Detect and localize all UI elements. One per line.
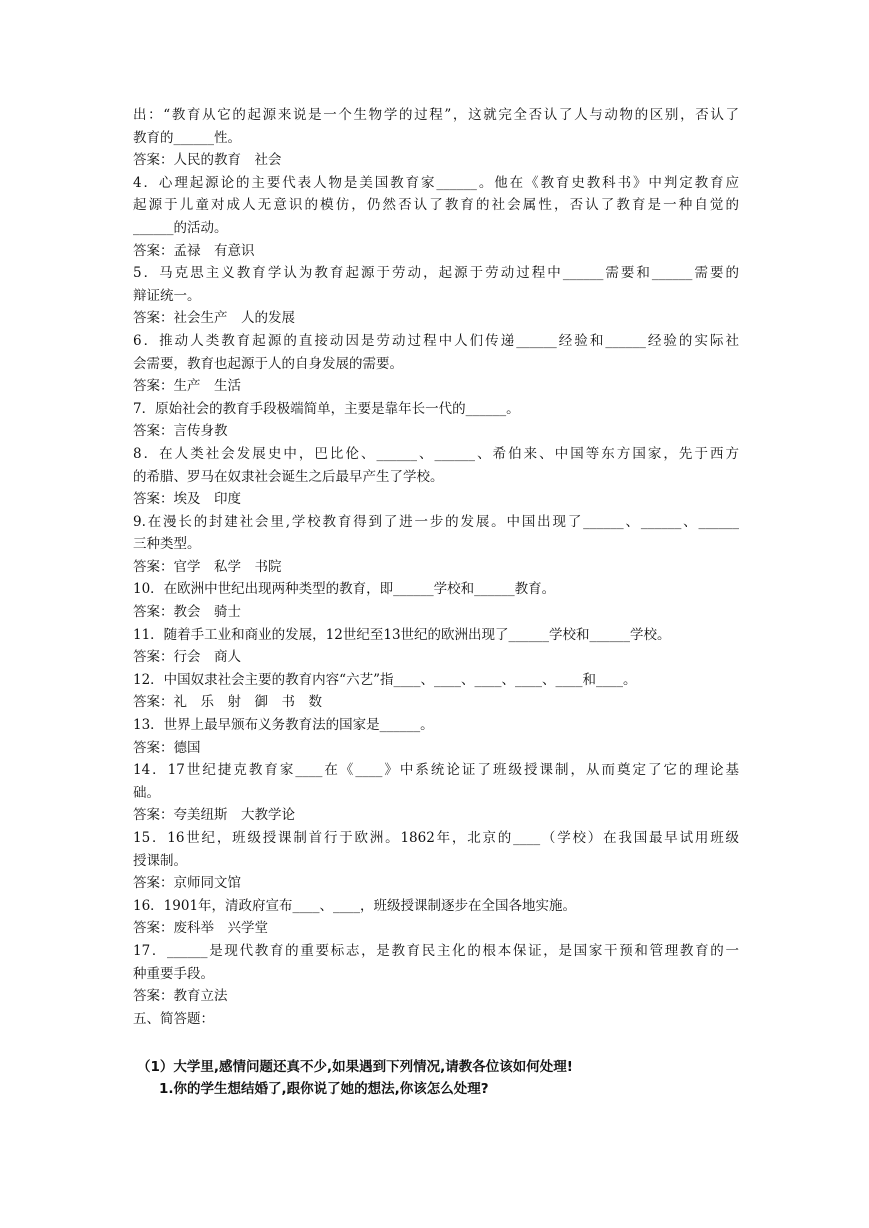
- answer-line: 答案：言传身教: [133, 423, 228, 440]
- answer-line: 答案：夸美纽斯 大教学论: [133, 807, 295, 824]
- answer-line: 答案：孟禄 有意识: [133, 242, 255, 259]
- question-line: 8．在人类社会发展史中，巴比伦、______、______、希伯来、中国等东方国家，先于西方: [133, 445, 739, 462]
- text-line: 础。: [133, 784, 160, 801]
- question-line: 15．16世纪，班级授课制首行于欧洲。1862年，北京的____（学校）在我国最早试用班级: [133, 830, 739, 846]
- question-line: 17．______是现代教育的重要标志，是教育民主化的根本保证，是国家干预和管理教育的一: [133, 942, 739, 959]
- text-line: 教育的______性。: [133, 129, 241, 146]
- document-page: [133, 104, 739, 1100]
- question-line: 12．中国奴隶社会主要的教育内容“六艺”指____、____、____、____、____和____。: [133, 671, 637, 688]
- answer-line: 答案：礼 乐 射 御 书 数: [133, 694, 322, 711]
- question-line: 7．原始社会的教育手段极端简单，主要是靠年长一代的______。: [133, 400, 520, 417]
- text-line: 辩证统一。: [133, 287, 201, 304]
- text-line: 会需要，教育也起源于人的自身发展的需要。: [133, 355, 403, 372]
- answer-line: 答案：人民的教育 社会: [133, 152, 282, 169]
- answer-line: 答案：德国: [133, 739, 201, 756]
- question-line: 6．推动人类教育起源的直接动因是劳动过程中人们传递______经验和______经验的实际社: [133, 332, 739, 349]
- answer-line: 答案：埃及 印度: [133, 491, 241, 508]
- text-line: 授课制。: [133, 852, 187, 869]
- answer-line: 答案：京师同文馆: [133, 875, 241, 892]
- question-line: 11．随着手工业和商业的发展，12世纪至13世纪的欧洲出现了______学校和______学校。: [133, 626, 671, 643]
- question-line: 9.在漫长的封建社会里,学校教育得到了进一步的发展。中国出现了______、______、______: [133, 513, 739, 530]
- question-line: 4．心理起源论的主要代表人物是美国教育家______。他在《教育史教科书》中判定教育应: [133, 174, 739, 191]
- text-line: 种重要手段。: [133, 965, 214, 982]
- text-line: 出：“教育从它的起源来说是一个生物学的过程”，这就完全否认了人与动物的区别，否认了: [133, 107, 739, 123]
- answer-line: 答案：生产 生活: [133, 378, 241, 395]
- bold-question: 1.你的学生想结婚了,跟你说了她的想法,你该怎么处理?: [159, 1081, 489, 1098]
- question-line: 10．在欧洲中世纪出现两种类型的教育，即______学校和______教育。: [133, 581, 556, 598]
- question-line: 14．17世纪捷克教育家____在《____》中系统论证了班级授课制，从而奠定了它的理论基: [133, 762, 739, 779]
- answer-line: 答案：社会生产 人的发展: [133, 310, 295, 327]
- section-heading: 五、简答题：: [133, 1010, 214, 1027]
- question-line: 13．世界上最早颁布义务教育法的国家是______。: [133, 717, 434, 734]
- text-line: 的希腊、罗马在奴隶社会诞生之后最早产生了学校。: [133, 468, 444, 485]
- answer-line: 答案：教育立法: [133, 988, 228, 1005]
- spacer: [133, 1030, 739, 1056]
- answer-line: 答案：官学 私学 书院: [133, 558, 282, 575]
- question-line: 5．马克思主义教育学认为教育起源于劳动，起源于劳动过程中______需要和______需要的: [133, 265, 739, 282]
- question-line: 16．1901年，清政府宣布____、____，班级授课制逐步在全国各地实施。: [133, 897, 577, 914]
- answer-line: 答案：废科举 兴学堂: [133, 920, 268, 937]
- text-line: ______的活动。: [133, 219, 228, 236]
- text-line: 三种类型。: [133, 536, 201, 553]
- answer-line: 答案：教会 骑士: [133, 604, 241, 621]
- bold-heading: （1）大学里,感情问题还真不少,如果遇到下列情况,请教各位该如何处理!: [137, 1059, 573, 1076]
- answer-line: 答案：行会 商人: [133, 649, 241, 666]
- text-line: 起源于儿童对成人无意识的模仿，仍然否认了教育的社会属性，否认了教育是一种自觉的: [133, 197, 739, 214]
